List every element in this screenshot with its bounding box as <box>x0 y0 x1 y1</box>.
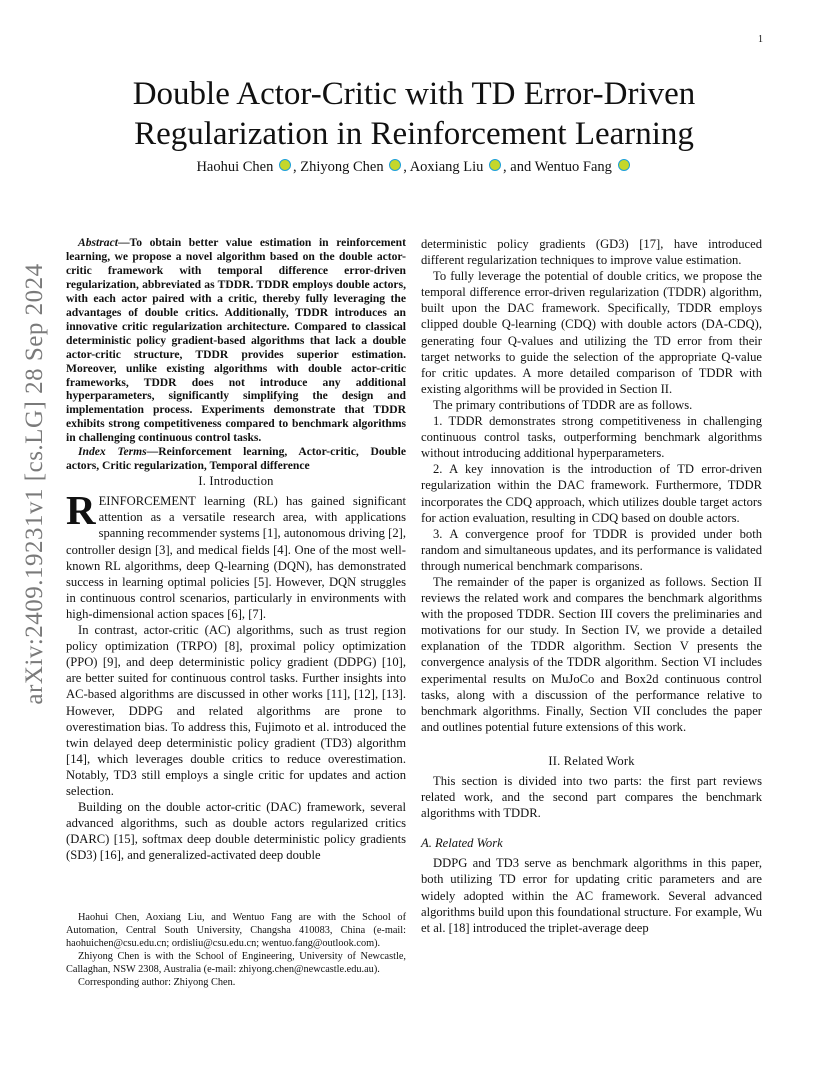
intro-paragraph-1-text: EINFORCEMENT learning (RL) has gained significant attention as a versatile research area, with applications spanning recommender systems [1], autonomous driving [2], controller design [3], and medical fields [4]. One of the most well-known RL algorithms, deep Q-learning (DQN), has demonstrated success in learning optimal policies [5]. However, DQN struggles in continuous control scenarios, particularly in environments with high-dimensional action spaces [6], [7]. <box>66 494 406 621</box>
paragraph: The primary contributions of TDDR are as follows. <box>433 397 693 412</box>
drop-cap: R <box>66 487 96 534</box>
orcid-icon[interactable] <box>489 159 501 171</box>
footnotes <box>66 911 406 989</box>
contribution-item: 3. A convergence proof for TDDR is provided under both random and simultaneous updates, and its performance is validated through numerical benchmark comparisons. <box>421 526 762 573</box>
paper-title <box>90 74 738 154</box>
subsection-heading-related-work: A. Related Work <box>421 836 503 851</box>
right-column <box>421 236 762 936</box>
paper-organization-paragraph: The remainder of the paper is organized as follows. Section II reviews the related work and compares the benchmark algorithms with the proposed TDDR. Section III covers the preliminaries and motivations for our study. In Section IV, we provide a detailed explanation of the TDDR algorithm. Section V presents the convergence analysis of the TDDR algorithm. Section VI includes experimental results on MuJoCo and Box2d continuous control tasks, along with a discussion of the performance relative to benchmark algorithms. Finally, Section VII concludes the paper and outlines potential future extensions of this work. <box>421 574 762 734</box>
paragraph: To fully leverage the potential of double critics, we propose the temporal difference error-driven regularization (TDDR) algorithm, built upon the DAC framework. Specifically, TDDR employs clipped double Q-learning (CDQ) with double actors (DA-CDQ), generating four Q-values and utilizing the TD error from their target networks to guide the selection of the appropriate Q-value for critic updates. A more detailed comparison of TDDR with existing algorithms will be provided in Section II. <box>421 269 762 396</box>
footnote-affiliation-1: Haohui Chen, Aoxiang Liu, and Wentuo Fang are with the School of Automation, Central South University, Changsha 410083, China (e-mail: haohuichen@csu.edu.cn; ordisliu@csu.edu.cn; wentuo.fang@outlook.com). <box>66 912 406 949</box>
intro-paragraph-3: Building on the double actor-critic (DAC) framework, several advanced algorithms, such as double actors regularized critics (DARC) [15], softmax deep double deterministic policy gradients (SD3) [16], and generalized-activated deep double <box>66 800 406 863</box>
section-heading-introduction: I. Introduction <box>198 474 274 489</box>
orcid-icon[interactable] <box>618 159 630 171</box>
arxiv-stamp[interactable]: arXiv:2409.19231v1 [cs.LG] 28 Sep 2024 <box>21 263 48 705</box>
footnote-affiliation-2: Zhiyong Chen is with the School of Engineering, University of Newcastle, Callaghan, NSW 2308, Australia (e-mail: zhiyong.chen@newcastle.edu.au). <box>66 951 406 975</box>
abstract-text: —To obtain better value estimation in reinforcement learning, we propose a novel algorithm based on the double actor-critic framework with temporal difference error-driven regularization, abbreviated as TDDR. TDDR employs double actors, with each actor paired with a critic, thereby fully leveraging the advantages of double critics. Additionally, TDDR introduces an innovative critic regularization architecture. Compared to classical deterministic policy gradient-based algorithms that lack a double actor-critic structure, TDDR provides superior estimation. Moreover, unlike existing algorithms with double actor-critic frameworks, TDDR does not introduce any additional hyperparameters, significantly simplifying the design and implementation process. Experiments demonstrate that TDDR exhibits strong competitiveness compared to benchmark algorithms in challenging continuous control tasks. <box>66 236 406 445</box>
contribution-item: 2. A key innovation is the introduction of TD error-driven regularization within the DAC framework. Furthermore, TDDR incorporates the CDQ approach, which utilizes double target actors for action evaluation, resulting in CDQ based on double actors. <box>421 462 762 525</box>
paragraph: This section is divided into two parts: the first part reviews related work, and the second part compares the benchmark algorithms with TDDR. <box>421 774 762 821</box>
author-name: Haohui Chen <box>196 159 274 175</box>
index-terms-text: —Reinforcement learning, Actor-critic, Double actors, Critic regularization, Temporal difference <box>66 445 406 473</box>
contribution-item: 1. TDDR demonstrates strong competitiveness in challenging continuous control tasks, outperforming benchmark algorithms without introducing additional hyperparameters. <box>421 414 762 461</box>
author-name: Aoxiang Liu <box>409 159 484 175</box>
author-name: Zhiyong Chen <box>300 159 384 175</box>
abstract-label: Abstract <box>78 236 118 249</box>
orcid-icon[interactable] <box>279 159 291 171</box>
author-name: and Wentuo Fang <box>510 159 612 175</box>
left-column <box>66 236 406 863</box>
orcid-icon[interactable] <box>389 159 401 171</box>
intro-paragraph-2: In contrast, actor-critic (AC) algorithms, such as trust region policy optimization (TRPO) [8], proximal policy optimization (PPO) [9], and deep deterministic policy gradient (DDPG) [10], are better suited for continuous control tasks. Further insights into AC-based algorithms are discussed in other works [11], [12], [13]. However, DDPG and related algorithms are prone to overestimation bias. To address this, Fujimoto et al. introduced the twin delayed deep deterministic policy gradient (TD3) algorithm [14], which leverages double critics to reduce overestimation. Notably, TD3 still employs a single critic for updates and action selection. <box>66 623 406 798</box>
page-number: 1 <box>758 34 763 45</box>
footnote-corresponding-author: Corresponding author: Zhiyong Chen. <box>78 977 236 988</box>
author-list: Haohui Chen , Zhiyong Chen , Aoxiang Liu , and Wentuo Fang <box>90 159 738 176</box>
abstract <box>66 236 406 445</box>
title-line-2: Regularization in Reinforcement Learning <box>134 116 694 152</box>
paragraph: deterministic policy gradients (GD3) [17], have introduced different regularization techniques to improve value estimation. <box>421 237 762 268</box>
intro-paragraph-1 <box>66 487 406 622</box>
paragraph: DDPG and TD3 serve as benchmark algorithms in this paper, both utilizing TD error for updating critic parameters and are widely adopted within the AC framework. Several advanced algorithms build upon this foundational structure. For example, Wu et al. [18] introduced the triplet-average deep <box>421 856 762 935</box>
index-terms-label: Index Terms <box>78 445 147 459</box>
index-terms <box>66 445 406 473</box>
section-heading-related-work: II. Related Work <box>548 753 635 768</box>
title-line-1: Double Actor-Critic with TD Error-Driven <box>132 76 696 112</box>
